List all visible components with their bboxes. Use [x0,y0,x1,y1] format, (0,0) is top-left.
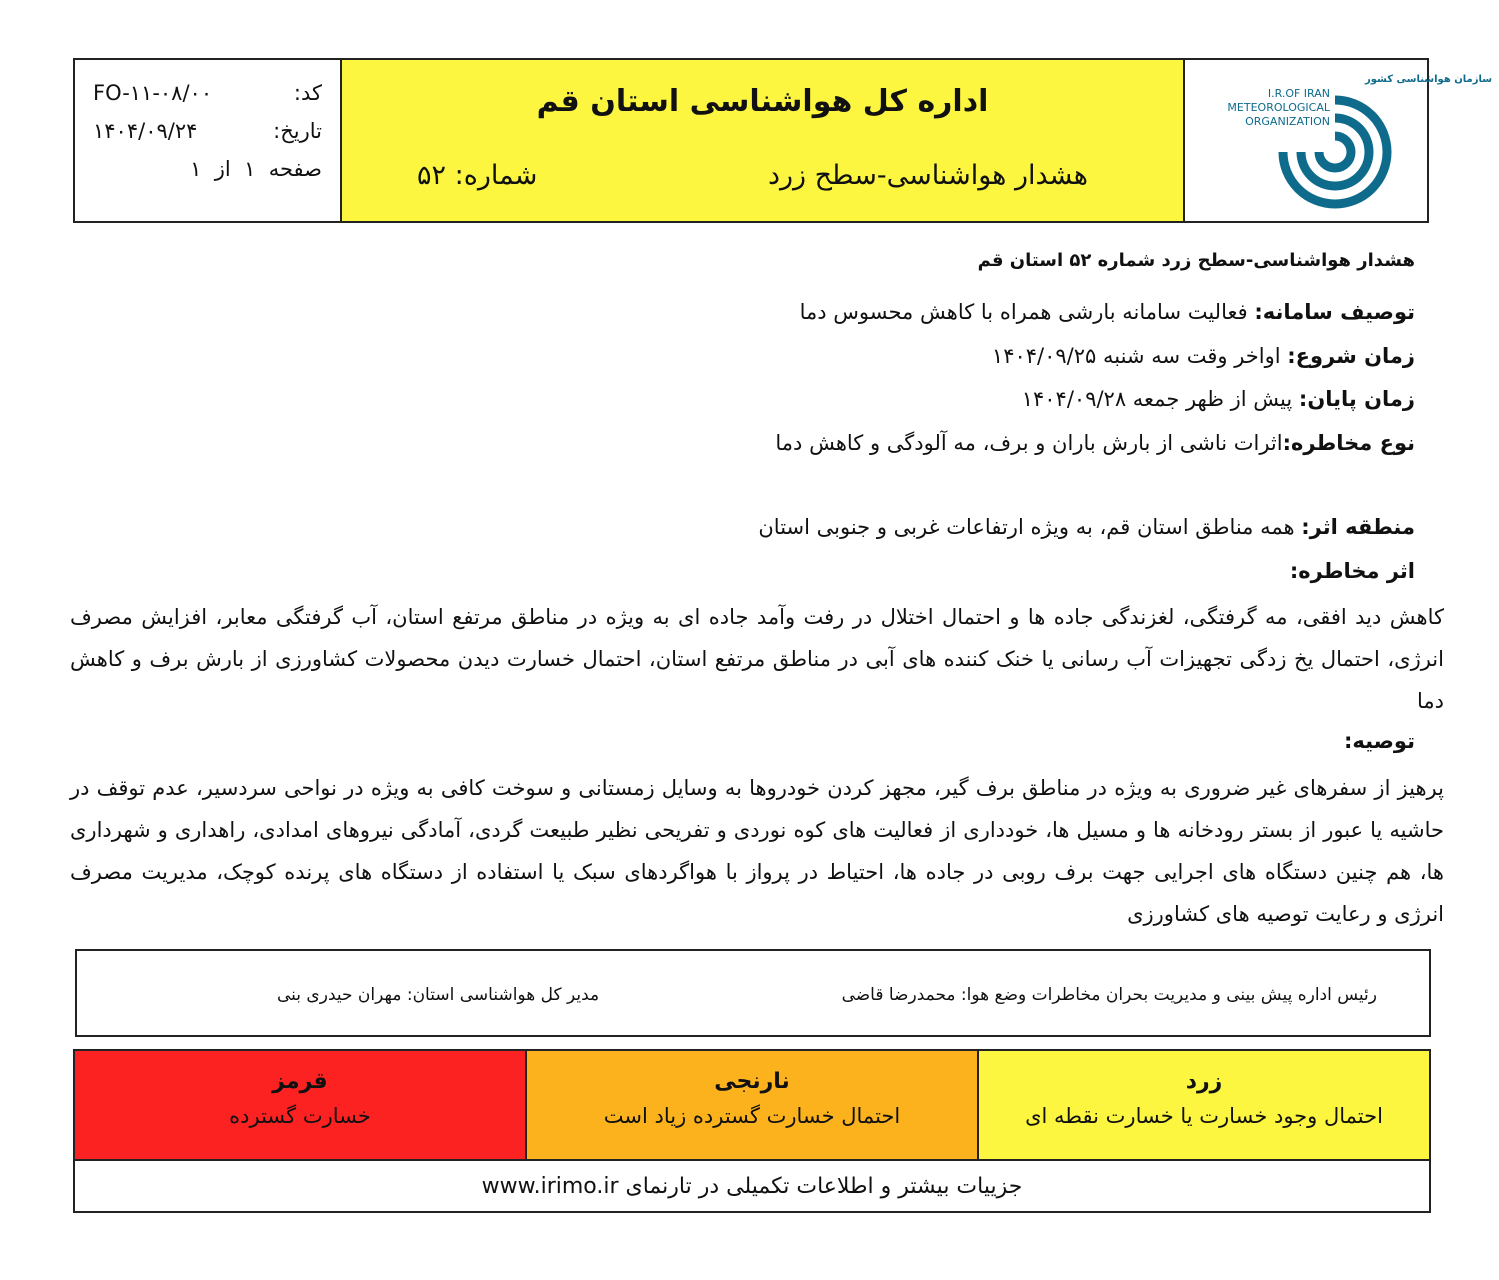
legend-red [75,1051,525,1159]
legend-orange [525,1051,977,1159]
legend-red-title: قرمز [272,1069,328,1094]
page-title: اداره کل هواشناسی استان قم [536,84,989,119]
logo [1185,60,1493,221]
logo-en-1: I.R.OF IRAN [1267,87,1330,100]
area-value: همه مناطق استان قم، به ویژه ارتفاعات غربی و جنوبی استان [758,515,1302,539]
logo-fa-text: سازمان هواشناسی کشور [1365,74,1493,85]
website-footer: جزییات بیشتر و اطلاعات تکمیلی در تارنمای www.irimo.ir [481,1174,1023,1199]
header-title-block [342,60,1185,221]
system-value: فعالیت سامانه بارشی همراه با کاهش محسوس دما [799,300,1255,324]
end-label: زمان پایان: [1298,387,1415,411]
signature-box [75,949,1431,1037]
affected-area [758,515,1415,539]
hazard-label: نوع مخاطره: [1282,431,1415,455]
start-time [992,344,1415,368]
warning-level-legend [73,1049,1431,1213]
legend-yellow-title: زرد [1185,1069,1223,1094]
start-label: زمان شروع: [1287,344,1415,368]
logo-en-3: ORGANIZATION [1245,115,1330,128]
legend-yellow-desc: احتمال وجود خسارت یا خسارت نقطه ای [1025,1104,1383,1128]
warning-number: شماره: ۵۲ [417,160,538,191]
advice-heading [1344,729,1415,753]
legend-orange-title: نارنجی [714,1069,790,1094]
effects-heading [1290,559,1415,583]
end-value: پیش از ظهر جمعه ۱۴۰۴/۰۹/۲۸ [1021,387,1299,411]
code-label: کد: [293,81,322,105]
date-label: تاریخ: [273,119,322,143]
hazard-type [775,431,1415,455]
end-time [1022,387,1415,411]
hazard-value: اثرات ناشی از بارش باران و برف، مه آلودگی و کاهش دما [775,431,1283,455]
effects-paragraph: کاهش دید افقی، مه گرفتگی، لغزندگی جاده ها و احتمال اختلال در رفت وآمد جاده ای به ویژه در مناطق مرتفع استان، آب گرفتگی معابر، افزایش مصرف انرژی، احتمال یخ زدگی تجهیزات آب رسانی یا خنک کننده های آبی در مناطق مرتفع استان، احتمال خسارت دیدن محصولات کشاورزی از بارش برف و کاهش دما [70,605,1444,713]
doc-meta [75,60,342,221]
forecast-head-signature: رئیس اداره پیش بینی و مدیریت بحران مخاطرات وضع هوا: محمدرضا قاضی [841,985,1377,1005]
system-label: توصیف سامانه: [1254,300,1415,324]
legend-red-desc: خسارت گسترده [229,1104,371,1128]
header-table [73,58,1493,223]
start-value: اواخر وقت سه شنبه ۱۴۰۴/۰۹/۲۵ [991,344,1288,368]
legend-yellow [977,1051,1429,1159]
advice-label: توصیه: [1343,729,1415,753]
effects-label: اثر مخاطره: [1289,559,1415,583]
warning-level: هشدار هواشناسی-سطح زرد [767,160,1088,191]
legend-orange-desc: احتمال خسارت گسترده زیاد است [603,1104,901,1128]
date-value: ۱۴۰۴/۰۹/۲۴ [93,119,198,143]
director-signature: مدیر کل هواشناسی استان: مهران حیدری بنی [277,985,600,1005]
page-number: صفحه ۱ از ۱ [190,157,322,181]
area-label: منطقه اثر: [1301,515,1415,539]
advice-paragraph: پرهیز از سفرهای غیر ضروری به ویژه در مناطق برف گیر، مجهز کردن خودروها به وسایل زمستانی و سوخت کافی به ویژه در نواحی سردسیر، عدم توقف در حاشیه یا عبور از بستر رودخانه ها و مسیل ها، خودداری از فعالیت های کوه نوردی و تفریحی نظیر طبیعت گردی، آمادگی نیروهای امدادی، راهداری و شهرداری ها، هم چنین دستگاه های اجرایی جهت برف روبی در جاده ها، احتیاط در پرواز با هواگردهای سبک یا استفاده از دستگاه های پرنده کوچک، مدیریت مصرف انرژی و رعایت توصیه های کشاورزی [70,776,1444,926]
irimo-logo-icon [1185,60,1493,221]
code-value: FO-۱۱-۰۸/۰۰ [93,81,213,105]
warning-heading: هشدار هواشناسی-سطح زرد شماره ۵۲ استان قم [977,250,1415,271]
system-description [800,300,1415,324]
logo-en-2: METEOROLOGICAL [1227,101,1330,114]
